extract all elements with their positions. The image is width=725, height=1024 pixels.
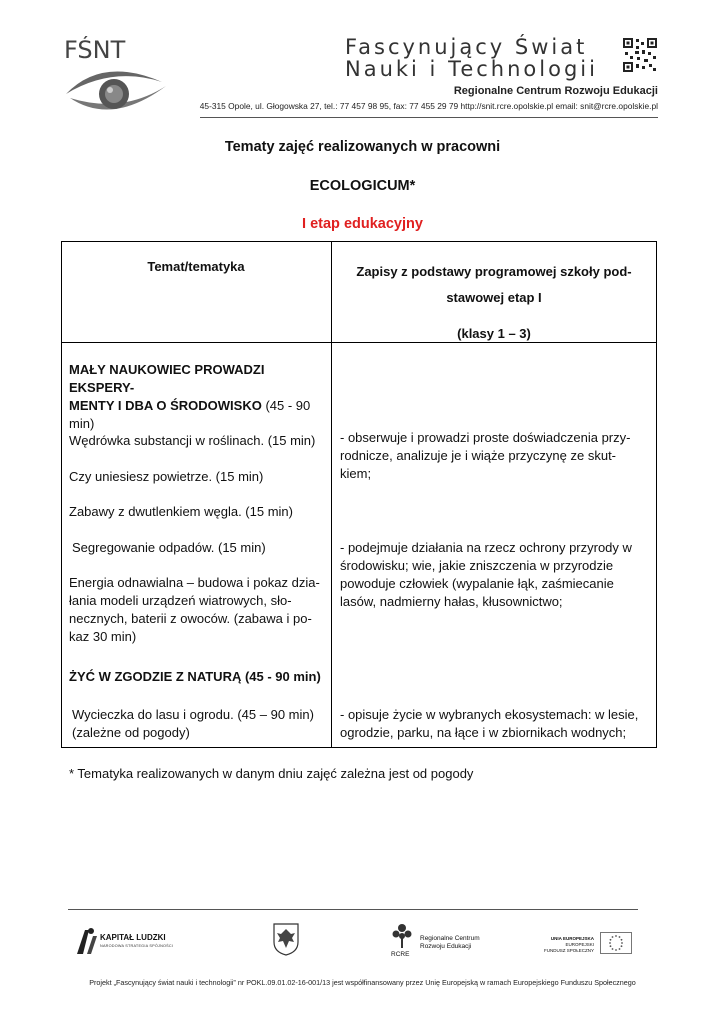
list-item: Czy uniesiesz powietrze. (15 min) [69,469,264,484]
eu-label [520,936,594,954]
curriculum-2-line-d: lasów, nadmierny hałas, kłusownictwo; [340,594,563,609]
kapital-ludzki-title: KAPITAŁ LUDZKI [100,933,166,942]
list-item: Zabawy z dwutlenkiem węgla. (15 min) [69,504,293,519]
block1-heading [69,361,329,433]
list-item: Segregowanie odpadów. (15 min) [72,540,266,555]
list-item-energy [69,574,331,646]
block1-duration-2: min) [69,416,95,431]
col2-header-line-b: stawowej etap I [446,290,542,305]
curriculum-entry-2 [340,539,654,611]
rcre-footer-line-1: Regionalne Centrum [420,935,480,942]
curriculum-entry-1 [340,429,654,483]
block1-duration: (45 - 90 [261,398,311,413]
col2-header [331,259,657,347]
col2-header-line-a: Zapisy z podstawy programowej szkoły pod- [356,264,632,279]
header-divider [200,117,658,118]
energy-line-d: kaz 30 min) [69,629,137,644]
curriculum-1-line-b: rodnicze, analizuje je i wiąże przyczynę ze skut- [340,448,617,463]
rcre-short: RCRE [391,951,410,958]
energy-line-c: necznych, baterii z owoców. (zabawa i po- [69,611,312,626]
curriculum-1-line-a: - obserwuje i prowadzi proste doświadczenia przy- [340,430,631,445]
eu-line-2: EUROPEJSKI [565,942,594,947]
eu-line-1: UNIA EUROPEJSKA [550,936,594,941]
list-item-trip [72,706,334,742]
rcre-tree-icon [390,922,414,958]
education-stage: I etap edukacyjny [302,216,423,232]
curriculum-2-line-b: środowisku; wie, jakie zniszczenia w przyrodzie [340,558,614,573]
block1-bold-a: MAŁY NAUKOWIEC PROWADZI EKSPERY- [69,362,265,395]
rcre-footer-name [420,935,480,951]
kapital-ludzki-subtitle: NARODOWA STRATEGIA SPÓJNOŚCI [100,944,174,948]
energy-line-b: łania modeli urządzeń wiatrowych, sło- [69,593,292,608]
org-address: 45-315 Opole, ul. Głogowska 27, tel.: 77 457 98 95, fax: 77 455 29 79 http://snit.rcre.opolskie.pl email: snit@rcre.opolskie.pl [199,101,658,111]
brand-line-2: Nauki i Technologii [345,57,598,81]
footnote: * Tematyka realizowanych w danym dniu zajęć zależna jest od pogody [69,766,474,781]
col2-header-line-c: (klasy 1 – 3) [457,326,531,341]
trip-line-a: Wycieczka do lasu i ogrodu. (45 – 90 min) [72,707,314,722]
brand-title [345,36,598,80]
list-item: Wędrówka substancji w roślinach. (15 min) [69,433,316,448]
block2-heading [69,668,331,686]
curriculum-3-line-b: ogrodzie, parku, na łące i w zbiornikach wodnych; [340,725,627,740]
eagle-emblem-icon [272,922,300,956]
curriculum-2-line-c: powoduje człowiek (wypalanie łąk, zaśmiecanie [340,576,614,591]
project-statement: Projekt „Fascynujący świat nauki i technologii” nr POKL.09.01.02-16-001/13 jest współfinansowany przez Unię Europejską w ramach Europejskiego Funduszu Społecznego [89,978,636,987]
curriculum-3-line-a: - opisuje życie w wybranych ekosystemach: w lesie, [340,707,639,722]
qr-code-icon [622,37,658,73]
page-title: Tematy zajęć realizowanych w pracowni [224,139,501,155]
block1-bold-b: MENTY I DBA O ŚRODOWISKO [69,398,262,413]
energy-line-a: Energia odnawialna – budowa i pokaz dzia- [69,575,320,590]
curriculum-entry-3 [340,706,654,742]
rcre-footer-line-2: Rozwoju Edukacji [420,943,472,950]
curriculum-2-line-a: - podejmuje działania na rzecz ochrony przyrody w [340,540,632,555]
lab-name: ECOLOGICUM* [309,178,416,194]
col1-header: Temat/tematyka [147,259,245,274]
curriculum-1-line-c: kiem; [340,466,372,481]
eu-flag-icon [600,932,632,954]
block2-bold: ŻYĆ W ZGODZIE Z NATURĄ (45 - 90 min) [69,669,321,684]
trip-line-b: (zależne od pogody) [72,725,190,740]
kapital-ludzki-icon [75,926,99,956]
brand-line-1: Fascynujący Świat [345,35,588,59]
org-name: Regionalne Centrum Rozwoju Edukacji [453,85,658,97]
footer-divider [68,909,638,910]
eu-line-3: FUNDUSZ SPOŁECZNY [543,948,594,953]
logo-text: FŚNT [64,36,126,64]
